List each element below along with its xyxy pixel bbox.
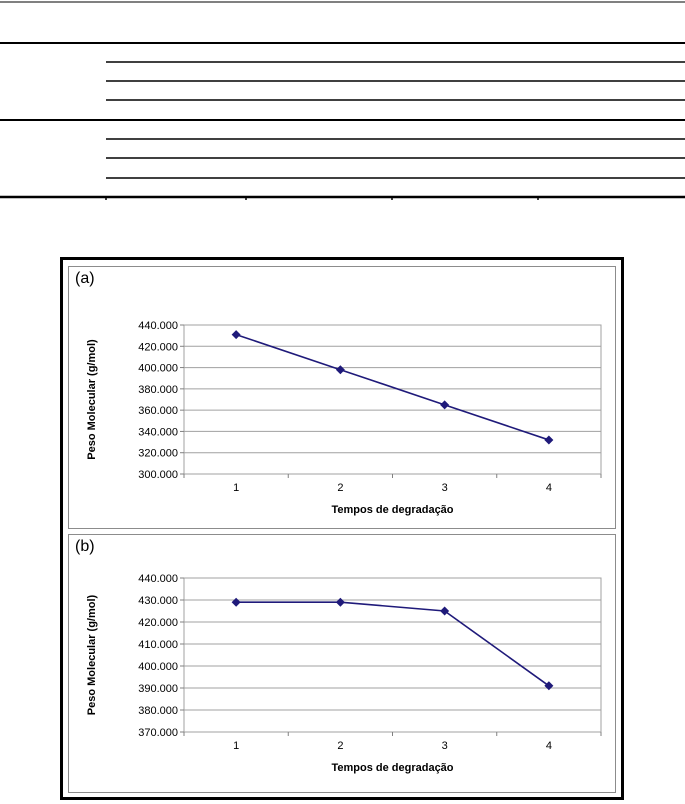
chart-panel-a	[68, 266, 616, 529]
x-tick-label: 2	[337, 482, 344, 494]
x-axis-title: Tempos de degradação	[331, 762, 454, 774]
y-tick-label: 370.000	[138, 727, 178, 739]
plot-area	[184, 578, 601, 732]
y-tick-label: 400.000	[138, 362, 178, 375]
y-tick-label: 360.000	[138, 405, 178, 418]
panel-label-b: (b)	[75, 538, 95, 555]
chart-a	[69, 267, 615, 528]
plot-area	[184, 325, 601, 474]
y-tick-label: 380.000	[138, 383, 178, 396]
y-tick-label: 300.000	[138, 469, 178, 481]
x-tick-label: 4	[545, 482, 552, 494]
y-tick-label: 420.000	[138, 617, 178, 629]
y-tick-label: 440.000	[138, 573, 178, 585]
chart-panel-b	[68, 534, 616, 793]
y-tick-label: 390.000	[138, 683, 178, 695]
chart-b	[69, 535, 615, 792]
x-tick-label: 2	[337, 740, 344, 752]
x-tick-label: 4	[545, 740, 552, 752]
y-tick-label: 440.000	[138, 320, 178, 332]
y-tick-label: 410.000	[138, 639, 178, 651]
figure-frame	[60, 257, 624, 800]
x-axis-title: Tempos de degradação	[331, 504, 454, 516]
y-tick-label: 320.000	[138, 447, 178, 460]
x-tick-label: 3	[441, 482, 448, 494]
y-tick-label: 430.000	[138, 595, 178, 607]
y-tick-label: 380.000	[138, 705, 178, 717]
y-axis-title: Peso Molecular (g/mol)	[86, 339, 98, 460]
y-axis-title: Peso Molecular (g/mol)	[86, 594, 98, 716]
table-remnant	[0, 0, 685, 210]
panel-label-a: (a)	[75, 270, 95, 287]
y-tick-label: 340.000	[138, 426, 178, 439]
x-tick-label: 3	[441, 740, 448, 752]
x-tick-label: 1	[233, 740, 240, 752]
y-tick-label: 400.000	[138, 661, 178, 673]
x-tick-label: 1	[233, 482, 240, 494]
y-tick-label: 420.000	[138, 341, 178, 354]
